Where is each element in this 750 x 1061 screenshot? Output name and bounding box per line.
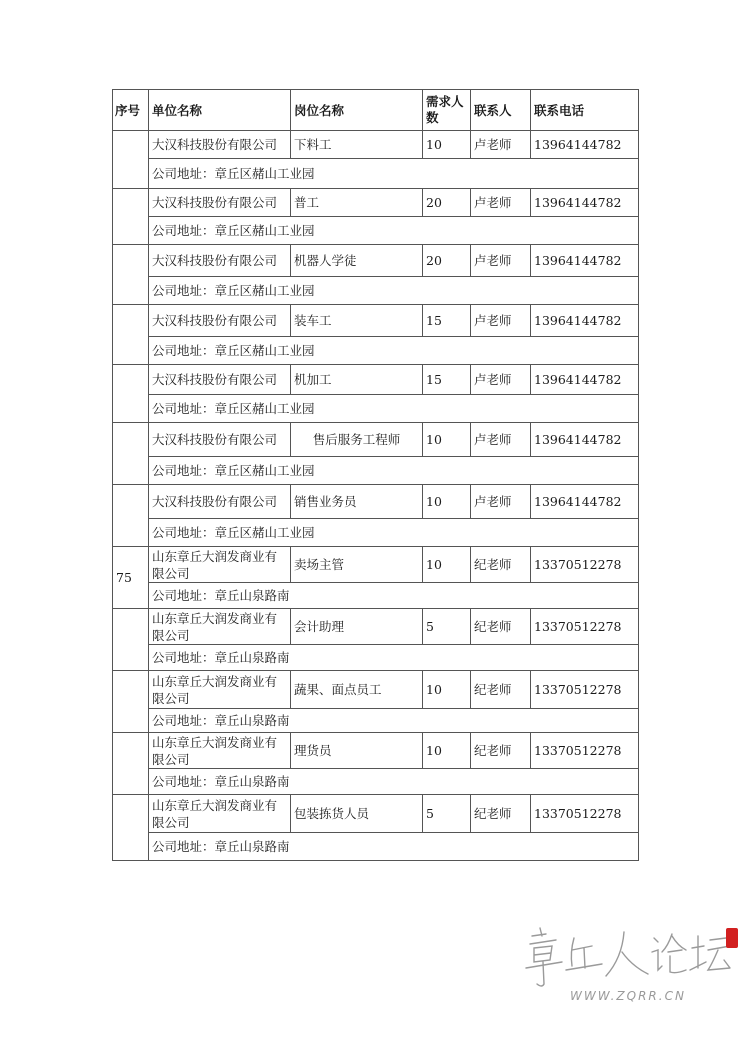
header-seq: 序号 [113, 90, 149, 131]
position-cell: 卖场主管 [291, 547, 423, 583]
watermark-logo-text: 章丘人论坛 [512, 918, 517, 919]
company-cell: 大汉科技股份有限公司 [149, 305, 291, 337]
seq-cell [113, 365, 149, 423]
contact-cell: 纪老师 [471, 547, 531, 583]
position-cell: 下料工 [291, 131, 423, 159]
logo-glyph-tan [690, 936, 730, 970]
position-cell: 销售业务员 [291, 485, 423, 519]
contact-cell: 卢老师 [471, 131, 531, 159]
contact-cell: 卢老师 [471, 365, 531, 395]
phone-cell: 13964144782 [531, 485, 639, 519]
company-cell: 大汉科技股份有限公司 [149, 131, 291, 159]
table-row [113, 795, 639, 833]
contact-cell: 纪老师 [471, 733, 531, 769]
table-row [113, 245, 639, 277]
address-row [113, 519, 639, 547]
count-cell: 10 [423, 485, 471, 519]
address-cell: 公司地址：章丘区赭山工业园 [149, 277, 639, 305]
position-cell: 普工 [291, 189, 423, 217]
header-count: 需求人数 [423, 90, 471, 131]
count-cell: 5 [423, 795, 471, 833]
company-cell: 大汉科技股份有限公司 [149, 485, 291, 519]
phone-cell: 13370512278 [531, 609, 639, 645]
seq-cell: 75 [113, 547, 149, 609]
address-row [113, 159, 639, 189]
seq-cell [113, 733, 149, 795]
seq-cell [113, 131, 149, 189]
phone-cell: 13964144782 [531, 189, 639, 217]
count-cell: 10 [423, 671, 471, 709]
contact-cell: 卢老师 [471, 245, 531, 277]
seq-cell [113, 609, 149, 671]
seq-cell [113, 671, 149, 733]
header-contact: 联系人 [471, 90, 531, 131]
address-cell: 公司地址：章丘山泉路南 [149, 769, 639, 795]
address-row [113, 833, 639, 861]
contact-cell: 纪老师 [471, 609, 531, 645]
phone-cell: 13964144782 [531, 131, 639, 159]
logo-glyph-lun [652, 934, 686, 973]
position-cell: 包装拣货人员 [291, 795, 423, 833]
site-watermark-logo [512, 918, 740, 1008]
contact-cell: 卢老师 [471, 189, 531, 217]
phone-cell: 13964144782 [531, 423, 639, 457]
address-row [113, 337, 639, 365]
watermark-url: WWW.ZQRR.CN [570, 989, 686, 1003]
count-cell: 5 [423, 609, 471, 645]
company-cell: 山东章丘大润发商业有限公司 [149, 547, 291, 583]
table-row [113, 423, 639, 457]
count-cell: 15 [423, 365, 471, 395]
table-header-row [113, 90, 639, 131]
phone-cell: 13964144782 [531, 365, 639, 395]
phone-cell: 13370512278 [531, 733, 639, 769]
count-cell: 10 [423, 547, 471, 583]
table-row [113, 485, 639, 519]
address-cell: 公司地址：章丘区赭山工业园 [149, 395, 639, 423]
count-cell: 10 [423, 131, 471, 159]
company-cell: 大汉科技股份有限公司 [149, 365, 291, 395]
table-row [113, 609, 639, 645]
header-phone: 联系电话 [531, 90, 639, 131]
address-cell: 公司地址：章丘区赭山工业园 [149, 337, 639, 365]
job-listing-table [112, 89, 639, 861]
count-cell: 20 [423, 245, 471, 277]
address-cell: 公司地址：章丘区赭山工业园 [149, 159, 639, 189]
address-row [113, 395, 639, 423]
position-cell: 装车工 [291, 305, 423, 337]
count-cell: 10 [423, 423, 471, 457]
address-cell: 公司地址：章丘山泉路南 [149, 709, 639, 733]
address-row [113, 709, 639, 733]
contact-cell: 卢老师 [471, 423, 531, 457]
company-cell: 山东章丘大润发商业有限公司 [149, 609, 291, 645]
address-row [113, 583, 639, 609]
seq-cell [113, 485, 149, 547]
company-cell: 山东章丘大润发商业有限公司 [149, 671, 291, 709]
seq-cell [113, 245, 149, 305]
address-row [113, 769, 639, 795]
table-row [113, 305, 639, 337]
table-row [113, 365, 639, 395]
position-cell: 蔬果、面点员工 [291, 671, 423, 709]
seq-cell [113, 423, 149, 485]
position-cell: 售后服务工程师 [291, 423, 423, 457]
address-row [113, 217, 639, 245]
address-cell: 公司地址：章丘区赭山工业园 [149, 217, 639, 245]
contact-cell: 卢老师 [471, 485, 531, 519]
phone-cell: 13370512278 [531, 671, 639, 709]
address-row [113, 645, 639, 671]
table-row [113, 733, 639, 769]
address-cell: 公司地址：章丘山泉路南 [149, 583, 639, 609]
phone-cell: 13964144782 [531, 245, 639, 277]
logo-glyph-qiu [566, 938, 602, 970]
seq-cell [113, 305, 149, 365]
red-seal-icon [726, 928, 738, 948]
company-cell: 山东章丘大润发商业有限公司 [149, 733, 291, 769]
phone-cell: 13370512278 [531, 795, 639, 833]
contact-cell: 卢老师 [471, 305, 531, 337]
position-cell: 会计助理 [291, 609, 423, 645]
phone-cell: 13370512278 [531, 547, 639, 583]
table-row [113, 131, 639, 159]
contact-cell: 纪老师 [471, 671, 531, 709]
phone-cell: 13964144782 [531, 305, 639, 337]
table-row [113, 189, 639, 217]
position-cell: 机器人学徒 [291, 245, 423, 277]
company-cell: 山东章丘大润发商业有限公司 [149, 795, 291, 833]
address-cell: 公司地址：章丘山泉路南 [149, 833, 639, 861]
count-cell: 10 [423, 733, 471, 769]
address-cell: 公司地址：章丘山泉路南 [149, 645, 639, 671]
table-row [113, 547, 639, 583]
company-cell: 大汉科技股份有限公司 [149, 189, 291, 217]
seq-cell [113, 189, 149, 245]
position-cell: 机加工 [291, 365, 423, 395]
address-cell: 公司地址：章丘区赭山工业园 [149, 457, 639, 485]
address-row [113, 277, 639, 305]
count-cell: 20 [423, 189, 471, 217]
position-cell: 理货员 [291, 733, 423, 769]
table-row [113, 671, 639, 709]
address-cell: 公司地址：章丘区赭山工业园 [149, 519, 639, 547]
company-cell: 大汉科技股份有限公司 [149, 423, 291, 457]
logo-glyph-zhang [526, 928, 562, 986]
count-cell: 15 [423, 305, 471, 337]
company-cell: 大汉科技股份有限公司 [149, 245, 291, 277]
logo-glyph-ren [606, 932, 648, 976]
header-company: 单位名称 [149, 90, 291, 131]
header-position: 岗位名称 [291, 90, 423, 131]
contact-cell: 纪老师 [471, 795, 531, 833]
address-row [113, 457, 639, 485]
seq-cell [113, 795, 149, 861]
